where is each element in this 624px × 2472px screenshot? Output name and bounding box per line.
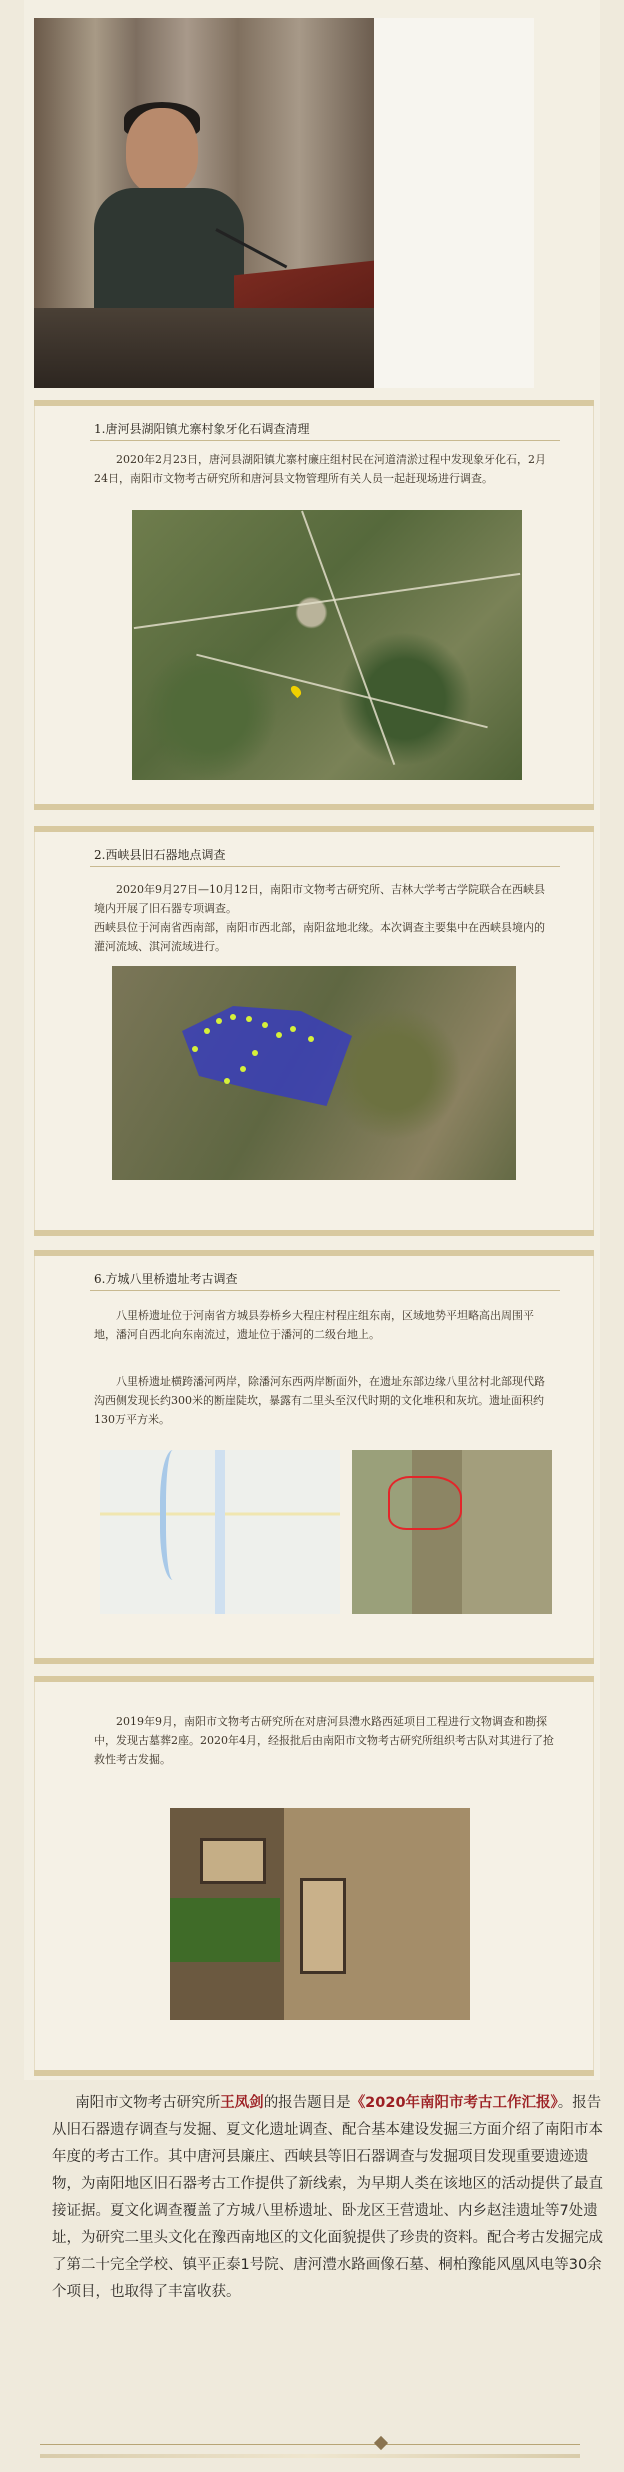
excavation-aerial-photo [170,1808,470,2020]
site-dot [216,1018,222,1024]
section-3-satellite-map [352,1450,552,1614]
site-dot [252,1050,258,1056]
section-2-rule [90,866,560,867]
section-3-road-map [100,1450,340,1614]
survey-area-overlay [182,1006,352,1106]
section-2-satellite-map [112,966,516,1180]
excavation-pit [200,1838,266,1884]
excavation-pit [300,1878,346,1974]
site-dot [276,1032,282,1038]
location-pin-icon [289,684,303,698]
speaker-name: 王凤剑 [220,2095,264,2111]
summary-text: 南阳市文物考古研究所 [75,2095,221,2111]
site-dot [230,1014,236,1020]
footer-divider [40,2444,580,2445]
map-road [301,511,395,765]
section-1-panel [34,400,594,810]
section-3-paragraph-2: 八里桥遗址横跨潘河两岸，除潘河东西两岸断面外，在遗址东部边缘八里岔村北部现代路沟西侧发现长约300米的断崖陡坎，暴露有二里头至汉代时期的文化堆积和灰坑。遗址面积约130万平方米。 [94,1375,545,1426]
footer-bar [40,2454,580,2458]
section-3-title: 6.方城八里桥遗址考古调查 [94,1272,238,1286]
section-3-panel [34,1250,594,1664]
summary-text: 的报告题目是 [263,2095,351,2111]
photo-bright-area [374,18,534,388]
section-4-panel [34,1676,594,2076]
section-2-paragraph: 2020年9月27日—10月12日，南阳市文物考古研究所、吉林大学考古学院联合在西峡县境内开展了旧石器专项调查。 西峡县位于河南省西南部，南阳市西北部，南阳盆地北缘。本次调查主要集中在西峡县境内的灌河流域、淇河流域进行。 [94,883,545,953]
section-2-panel [34,826,594,1236]
speaker-photo [34,18,374,388]
section-1-paragraph: 2020年2月23日，唐河县湖阳镇尤寨村廉庄组村民在河道清淤过程中发现象牙化石，2月24日，南阳市文物考古研究所和唐河县文物管理所有关人员一起赶现场进行调查。 [94,453,546,485]
section-2-title: 2.西峡县旧石器地点调查 [94,848,226,862]
site-dot [262,1022,268,1028]
report-title: 《2020年南阳市考古工作汇报》 [350,2095,558,2111]
section-1-satellite-map [132,510,522,780]
site-dot [204,1028,210,1034]
section-3-rule [90,1290,560,1291]
site-dot [192,1046,198,1052]
diamond-ornament-icon [374,2436,388,2450]
green-field [170,1898,280,1962]
site-dot [290,1026,296,1032]
section-1-rule [90,440,560,441]
site-dot [224,1078,230,1084]
site-dot [308,1036,314,1042]
site-dot [246,1016,252,1022]
summary-text: 。报告从旧石器遗存调查与发掘、夏文化遗址调查、配合基本建设发掘三方面介绍了南阳市本年度的考古工作。其中唐河县廉庄、西峡县等旧石器调查与发掘项目发现重要遗迹遗物，为南阳地区旧石器考古工作提供了新线索，为早期人类在该地区的活动提供了最直接证据。夏文化调查覆盖了方城八里桥遗址、卧龙区王营遗址、内乡赵洼遗址等7处遗址，为研究二里头文化在豫西南地区的文化面貌提供了珍贵的资料。配合考古发掘完成了第二十完全学校、镇平正泰1号院、唐河澧水路画像石墓、桐柏豫能风凰风电等30余个项目，也取得了丰富收获。 [52,2095,603,2300]
section-4-paragraph: 2019年9月，南阳市文物考古研究所在对唐河县澧水路西延项目工程进行文物调查和勘探中，发现古墓葬2座。2020年4月，经报批后由南阳市文物考古研究所组织考古队对其进行了抢救性考古发掘。 [94,1715,554,1766]
section-3-paragraph-1: 八里桥遗址位于河南省方城县券桥乡大程庄村程庄组东南，区域地势平坦略高出周围平地，潘河自西北向东南流过，遗址位于潘河的二级台地上。 [94,1309,534,1341]
river-line [160,1450,192,1580]
stage-floor [34,308,374,388]
section-1-title: 1.唐河县湖阳镇尤寨村象牙化石调查清理 [94,422,310,436]
site-dot [240,1066,246,1072]
site-boundary-outline [388,1476,462,1530]
map-road [196,654,488,729]
speaker-head [126,108,198,194]
summary-paragraph [52,2090,608,2306]
